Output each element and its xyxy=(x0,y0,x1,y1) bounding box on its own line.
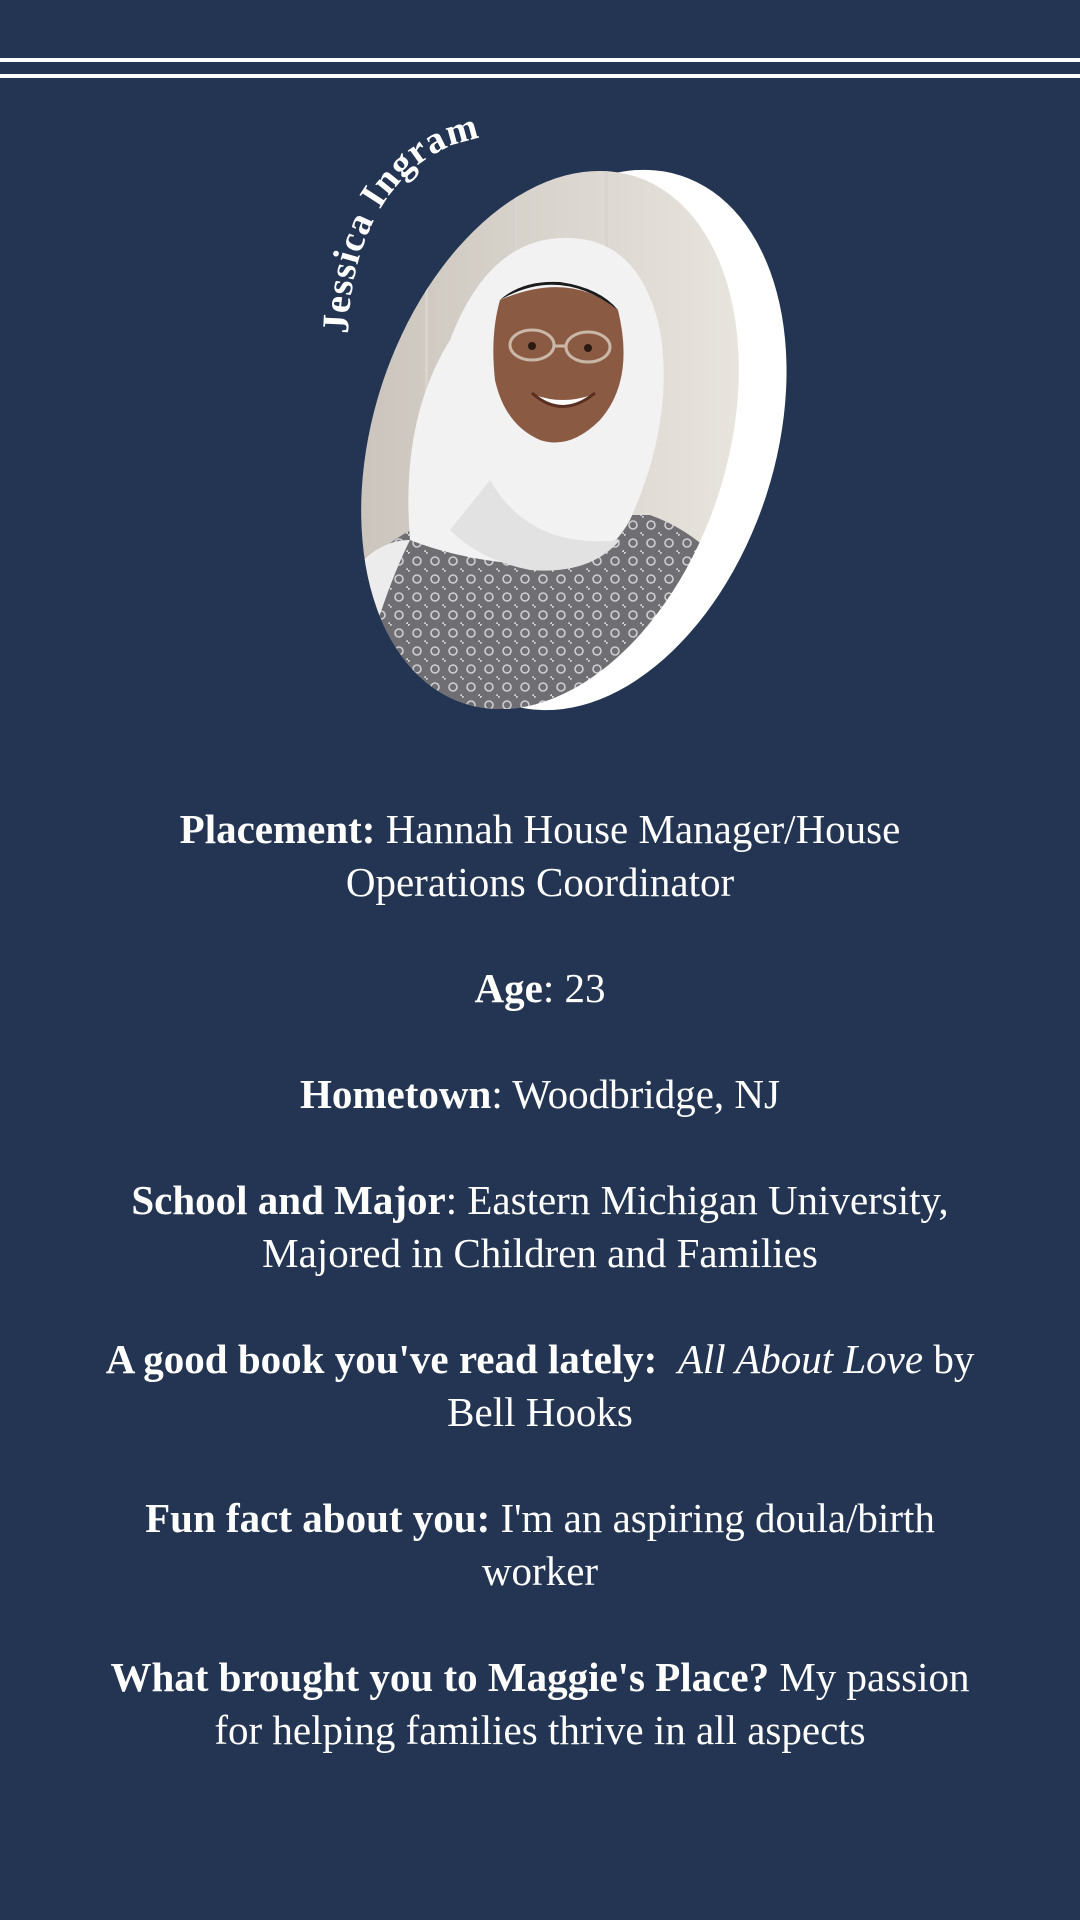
age-value: 23 xyxy=(564,965,606,1011)
school-value: Eastern Michigan University, Majored in Children and Families xyxy=(262,1177,949,1276)
hometown-separator: : xyxy=(491,1071,513,1117)
fun-fact-value: I'm an aspiring doula/birth worker xyxy=(481,1495,935,1594)
fun-fact-row xyxy=(90,1492,990,1598)
portrait-svg xyxy=(300,105,820,740)
book-label: A good book you've read lately: xyxy=(105,1336,658,1382)
hometown-value: Woodbridge, NJ xyxy=(512,1071,780,1117)
hometown-label: Hometown xyxy=(300,1071,492,1117)
why-label: What brought you to Maggie's Place? xyxy=(110,1654,770,1700)
school-label: School and Major xyxy=(131,1177,446,1223)
header-rule-top xyxy=(0,58,1080,62)
book-row xyxy=(90,1333,990,1439)
header-rule-bottom xyxy=(0,74,1080,78)
fun-fact-label: Fun fact about you: xyxy=(145,1495,491,1541)
why-value: My passion for helping families thrive in all aspects xyxy=(214,1654,970,1753)
name-label-text: Jessica Ingram xyxy=(314,105,484,335)
placement-row xyxy=(90,803,990,909)
age-row xyxy=(90,962,990,1015)
portrait-section xyxy=(300,105,820,740)
profile-details xyxy=(90,803,990,1810)
placement-value: Hannah House Manager/House Operations Coordinator xyxy=(345,806,901,905)
age-separator: : xyxy=(542,965,565,1011)
hometown-row xyxy=(90,1068,990,1121)
why-row xyxy=(90,1651,990,1757)
school-separator: : xyxy=(445,1177,468,1223)
book-author: by Bell Hooks xyxy=(447,1336,975,1435)
placement-label: Placement: xyxy=(179,806,376,852)
age-label: Age xyxy=(474,965,543,1011)
school-row xyxy=(90,1174,990,1280)
book-title: All About Love xyxy=(677,1336,924,1382)
